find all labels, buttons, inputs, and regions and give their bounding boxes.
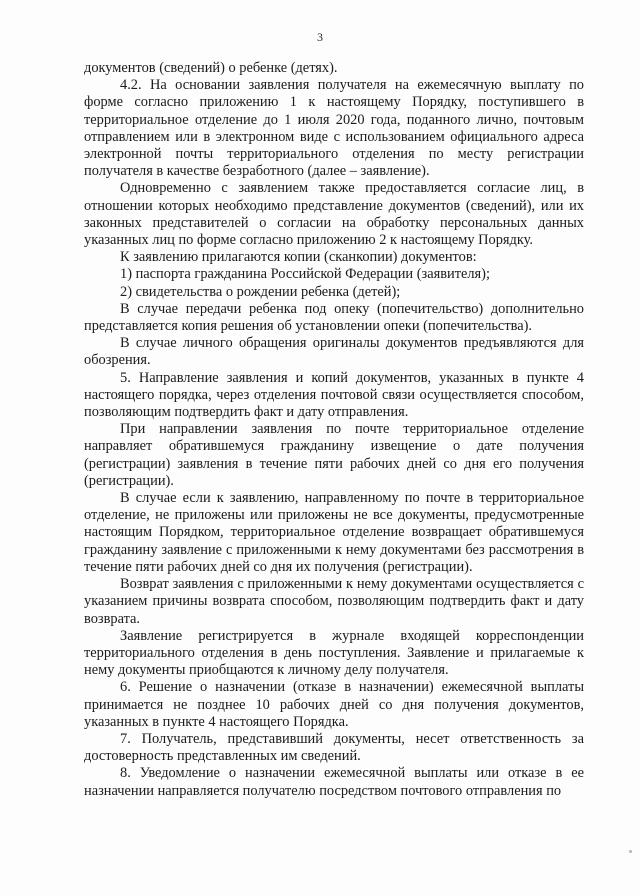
paragraph-clause-5: 5. Направление заявления и копий документов, указанных в пункте 4 настоящего порядка, через отделения почтовой связи осуществляется способом, позволяющим подтвердить факт и дату отправления. — [84, 369, 584, 421]
page-number: 3 — [317, 30, 323, 44]
paragraph-clause-4-2: 4.2. На основании заявления получателя на ежемесячную выплату по форме согласно приложению 1 к настоящему Порядку, поступившего в территориальное отделение до 1 июля 2020 года, поданного лично, почтовым отправлением или в электронном виде с использованием официального адреса электронной почты территориального отделения по месту регистрации получателя в качестве безработного (далее – заявление). — [84, 77, 584, 180]
paragraph-incomplete-documents: В случае если к заявлению, направленному по почте в территориальное отделение, не приложены или приложены не все документы, предусмотренные настоящим Порядком, территориальное отделение возвращает обратившемуся гражданину заявление с приложенными к нему документами без рассмотрения в течение пяти рабочих дней со дня их получения (регистрации). — [84, 490, 584, 575]
document-body — [84, 60, 584, 800]
paragraph-clause-6: 6. Решение о назначении (отказе в назначении) ежемесячной выплаты принимается не позднее 10 рабочих дней со дня получения документов, указанных в пункте 4 настоящего Порядка. — [84, 679, 584, 730]
paragraph-guardianship: В случае передачи ребенка под опеку (попечительство) дополнительно представляется копия решения об установлении опеки (попечительства). — [84, 300, 584, 335]
paragraph-continuation: документов (сведений) о ребенке (детях). — [84, 60, 338, 76]
scan-edge-speck — [629, 850, 632, 853]
paragraph-consent: Одновременно с заявлением также предоставляется согласие лиц, в отношении которых необходимо представление документов (сведений), или их законных представителей о согласии на обработку персональных данных указанных лиц по форме согласно приложению 2 к настоящему Порядку. — [84, 180, 584, 249]
paragraph-list-item-birth-certificate: 2) свидетельства о рождении ребенка (детей); — [120, 283, 401, 300]
paragraph-clause-7: 7. Получатель, представивший документы, несет ответственность за достоверность представленных им сведений. — [84, 730, 584, 765]
paragraph-list-item-passport: 1) паспорта гражданина Российской Федерации (заявителя); — [120, 266, 490, 283]
paragraph-return: Возврат заявления с приложенными к нему документами осуществляется с указанием причины возврата способом, позволяющим подтвердить факт и дату возврата. — [84, 576, 584, 627]
paragraph-originals: В случае личного обращения оригиналы документов предъявляются для обозрения. — [84, 335, 584, 369]
paragraph-postal-notice: При направлении заявления по почте территориальное отделение направляет обратившемуся гражданину извещение о дате получения (регистрации) заявления в течение пяти рабочих дней со дня его получения (регистрации). — [84, 421, 584, 489]
paragraph-clause-8: 8. Уведомление о назначении ежемесячной выплаты или отказе в ее назначении направляется получателю посредством почтового отправления по — [84, 765, 584, 799]
paragraph-attachments-intro: К заявлению прилагаются копии (сканкопии) документов: — [120, 249, 477, 266]
paragraph-registration: Заявление регистрируется в журнале входящей корреспонденции территориального отделения в день поступления. Заявление и прилагаемые к нему документы приобщаются к личному делу получателя. — [84, 627, 584, 679]
